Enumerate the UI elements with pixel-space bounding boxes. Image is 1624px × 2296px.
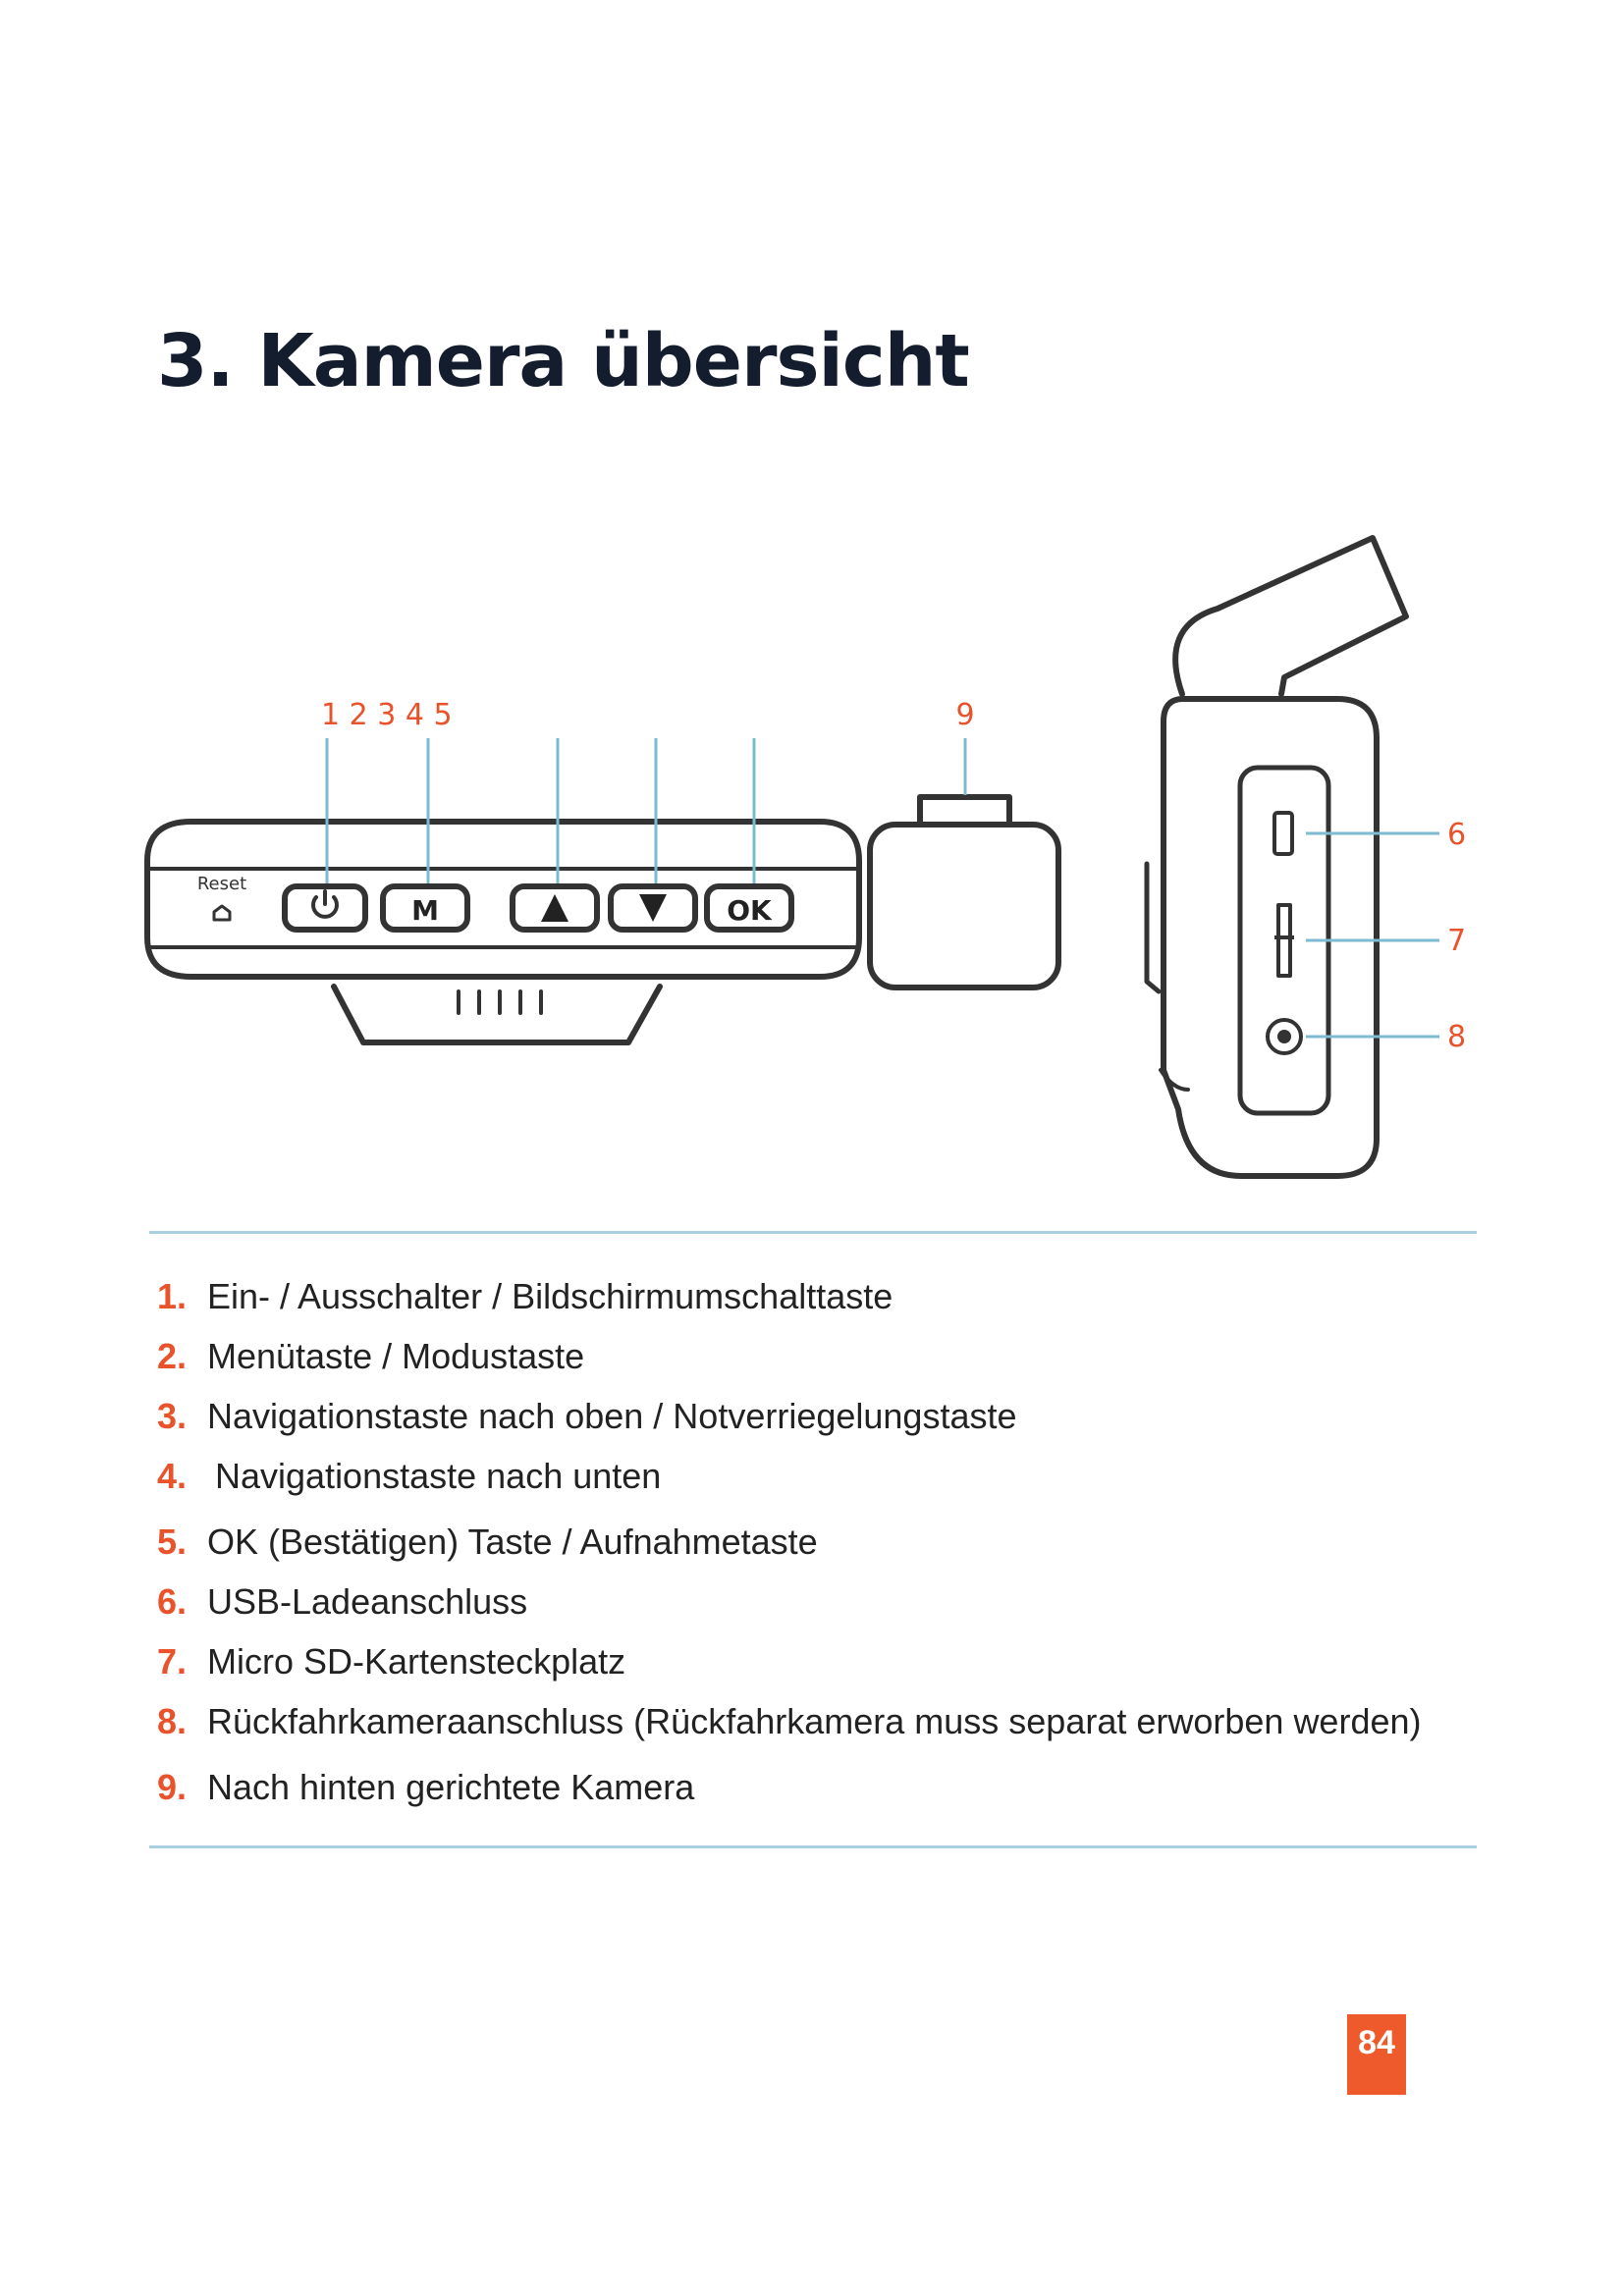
- legend-number: 1.: [157, 1275, 188, 1316]
- page-number-badge: 84: [1347, 2014, 1406, 2095]
- usb-port-icon: [1274, 813, 1292, 854]
- legend-number: 5.: [157, 1521, 188, 1562]
- legend-number: 3.: [157, 1395, 188, 1436]
- sd-slot-icon: [1278, 905, 1290, 976]
- callout-8: 8: [1447, 1020, 1467, 1054]
- camera-body-side: [1164, 699, 1377, 1176]
- legend-text: OK (Bestätigen) Taste / Aufnahmetaste: [207, 1521, 818, 1562]
- menu-button-label: M: [411, 894, 439, 927]
- legend-text: Navigationstaste nach oben / Notverriegelungstaste: [207, 1395, 1017, 1436]
- divider-top: [149, 1231, 1477, 1234]
- list-item: [157, 1266, 1473, 1326]
- legend-number: 2.: [157, 1335, 188, 1376]
- reset-icon: [214, 906, 230, 920]
- legend-list: [157, 1266, 1473, 1817]
- windshield-mount: [1175, 538, 1406, 694]
- list-item: [157, 1757, 1473, 1817]
- legend-number: 8.: [157, 1700, 188, 1741]
- list-item: [157, 1326, 1473, 1386]
- legend-text: Micro SD-Kartensteckplatz: [207, 1640, 626, 1682]
- list-item: [157, 1631, 1473, 1691]
- list-item: [157, 1572, 1473, 1631]
- legend-text: Rückfahrkameraanschluss (Rückfahrkamera muss separat erworben werden): [207, 1700, 1422, 1741]
- legend-text: Menütaste / Modustaste: [207, 1335, 585, 1376]
- arrow-down-icon: [639, 894, 667, 922]
- legend-number: 7.: [157, 1640, 188, 1682]
- ok-button-label: OK: [727, 894, 772, 927]
- legend-number: 4.: [157, 1455, 188, 1496]
- legend-text: USB-Ladeanschluss: [207, 1580, 528, 1622]
- legend-text: Navigationstaste nach unten: [215, 1455, 662, 1496]
- callout-6: 6: [1447, 818, 1467, 852]
- callout-1-5: 1 2 3 4 5: [321, 698, 453, 732]
- list-item: [157, 1446, 1473, 1506]
- legend-text: Nach hinten gerichtete Kamera: [207, 1766, 695, 1807]
- reset-label: Reset: [196, 874, 247, 894]
- callout-9: 9: [955, 698, 975, 732]
- arrow-up-icon: [541, 894, 568, 922]
- legend-text: Ein- / Ausschalter / Bildschirmumschalttaste: [207, 1275, 893, 1316]
- legend-number: 9.: [157, 1766, 188, 1807]
- divider-bottom: [149, 1845, 1477, 1848]
- list-item: [157, 1691, 1473, 1751]
- list-item: [157, 1512, 1473, 1572]
- rear-camera: [870, 825, 1058, 988]
- legend-number: 6.: [157, 1580, 188, 1622]
- rear-camera-lens: [920, 797, 1009, 825]
- page-title: 3. Kamera übersicht: [157, 319, 969, 403]
- callout-7: 7: [1447, 924, 1467, 958]
- list-item: [157, 1386, 1473, 1446]
- camera-mount-bottom: [334, 987, 660, 1042]
